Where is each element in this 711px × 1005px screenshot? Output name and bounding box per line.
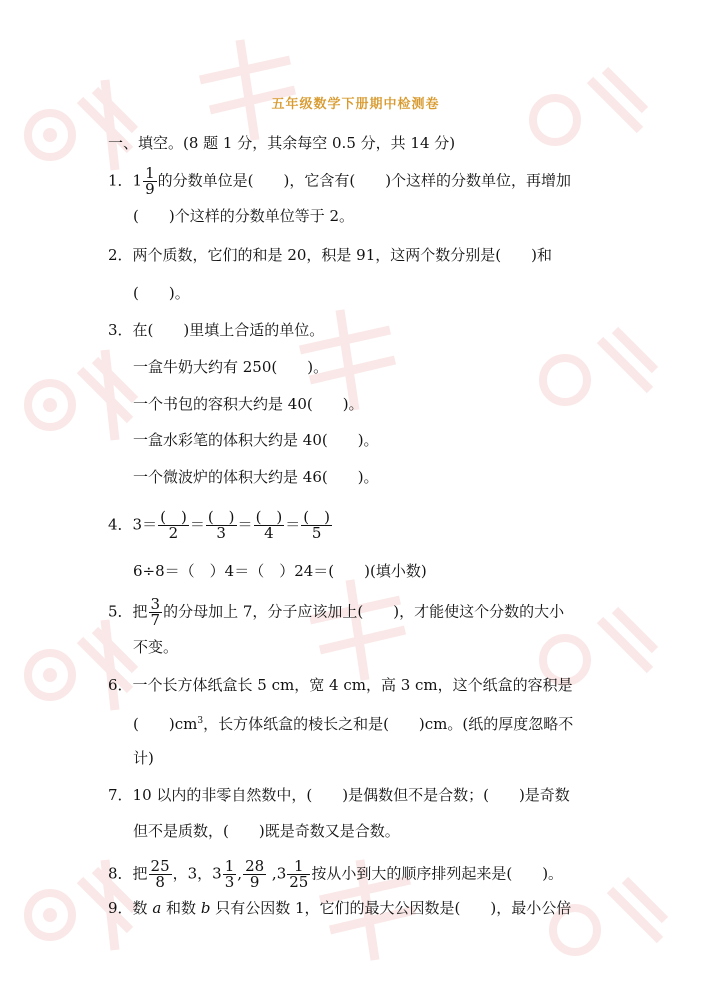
fraction: $\frac{( )}{4}$	[255, 508, 283, 542]
question-1	[108, 166, 571, 197]
fraction: $\frac{1}{3}$	[224, 857, 235, 891]
mixed-whole: 1	[132, 171, 143, 190]
fraction: $\frac{3}{7}$	[150, 595, 161, 629]
page-title: 五年级数学下册期中检测卷	[271, 97, 440, 112]
question-2-cont: ( )。	[133, 284, 190, 302]
question-number: 1．	[108, 171, 133, 190]
question-7: 7．10 以内的非零自然数中，( )是偶数但不是合数；( )是奇数	[108, 786, 570, 804]
question-2: 2．两个质数，它们的和是 20，积是 91，这两个数分别是( )和	[108, 246, 552, 264]
watermark-logo	[530, 300, 660, 430]
question-5: 5．把 $\frac{3}{7}$ 的分母加上 7，分子应该加上( )，才能使这个分数的大小	[108, 595, 565, 629]
question-1-cont: ( )个这样的分数单位等于 2。	[133, 207, 355, 225]
question-3-item: 一个书包的容积大约是 40( )。	[133, 395, 364, 413]
question-3-item: 一盒牛奶大约有 250( )。	[133, 358, 329, 376]
question-4-cont: 6÷8＝（ ）4＝（ ）24＝( )(填小数)	[133, 562, 427, 580]
fraction: $\frac{28}{9}$	[245, 857, 265, 891]
fraction: $\frac{1}{25}$	[289, 857, 309, 891]
fraction: $\frac{( )}{5}$	[303, 508, 331, 542]
question-8: 8．把 $\frac{25}{8}$ ，3，3 $\frac{1}{3}$ , $\frac{28}{9}$ ,3 $\frac{1}{25}$ 按从小到大的顺序排列起来是( )。	[108, 857, 564, 891]
question-3-item: 一个微波炉的体积大约是 46( )。	[133, 468, 379, 486]
question-text: 4．3＝	[108, 515, 158, 534]
question-text: 的分数单位是( )，它含有( )个这样的分数单位，再增加	[157, 171, 572, 190]
fraction: $\frac{( )}{3}$	[207, 508, 235, 542]
fraction: $\frac{25}{8}$	[150, 857, 170, 891]
question-6: 6．一个长方体纸盒长 5 cm，宽 4 cm，高 3 cm，这个纸盒的容积是	[108, 676, 573, 694]
section-heading: 一、填空。(8 题 1 分，其余每空 0.5 分，共 14 分)	[108, 134, 456, 152]
question-3-item: 一盒水彩笔的体积大约是 40( )。	[133, 431, 379, 449]
fraction: $\frac{( )}{2}$	[160, 508, 187, 542]
watermark-logo	[180, 20, 310, 150]
question-4: 4．3＝ $\frac{( )}{2}$ ＝ $\frac{( )}{3}$ ＝ $\frac{( )}{4}$ ＝ $\frac{( )}{5}$	[108, 508, 331, 542]
question-5-cont: 不变。	[133, 638, 179, 656]
watermark-logo	[10, 330, 140, 460]
fraction: $\frac{1}{9}$	[145, 164, 155, 198]
question-9: 9．数 a 和数 b 只有公因数 1，它们的最大公因数是( )，最小公倍	[108, 899, 572, 917]
question-3: 3．在( )里填上合适的单位。	[108, 321, 325, 339]
question-6-cont2: 计)	[133, 749, 154, 767]
question-6-cont: ( )$cm^3$，长方体纸盒的棱长之和是( )cm。(纸的厚度忽略不	[133, 715, 574, 733]
question-7-cont: 但不是质数，( )既是奇数又是合数。	[133, 822, 400, 840]
